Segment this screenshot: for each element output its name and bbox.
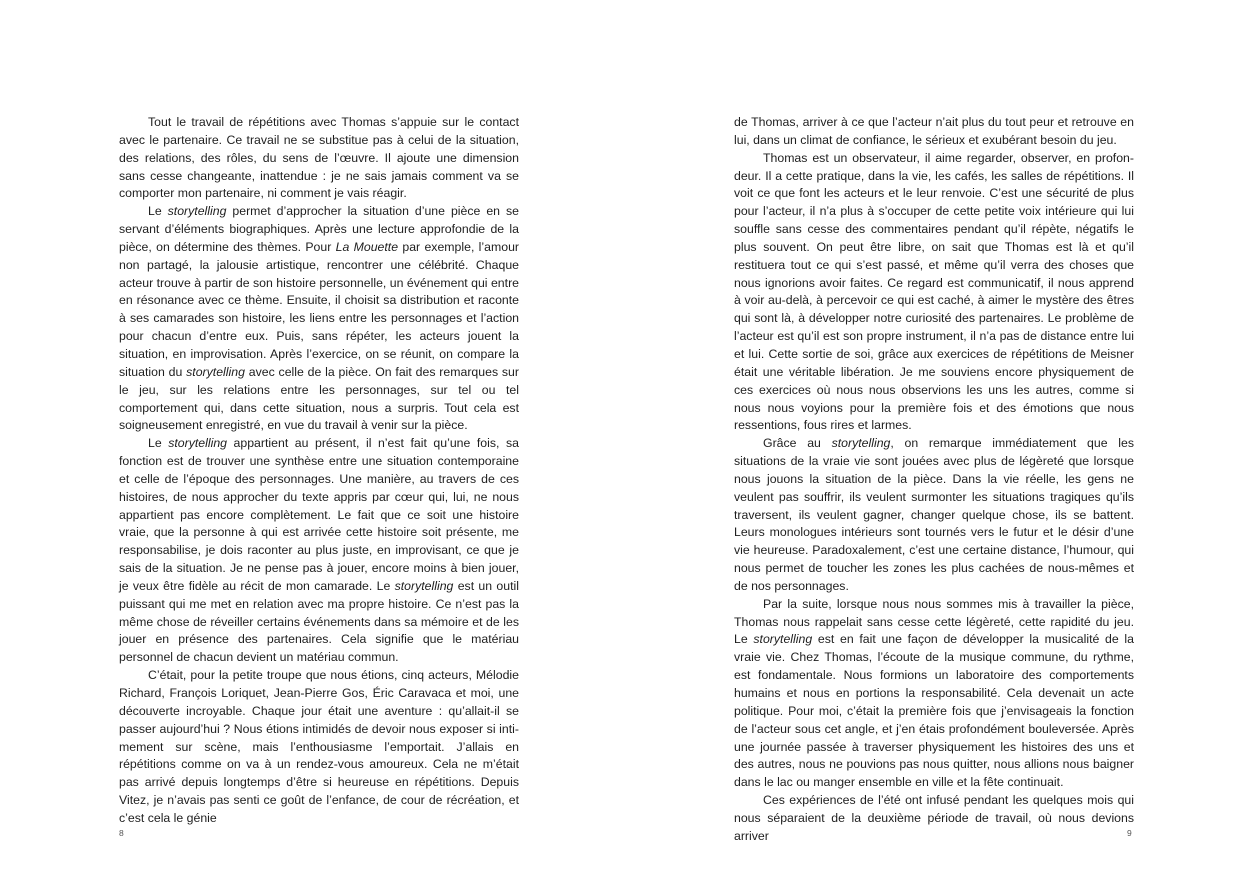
paragraph: [119, 114, 523, 203]
italic-term: storytelling: [168, 436, 227, 451]
text-segment: Le: [148, 436, 169, 451]
text-segment: par exemple, l’amour non partagé, la jalousie artistique, rencontrer une célébrité. Chaque acteur trouve à partir de son histoire personnelle, un événement qui entre en résonance avec ce thème. Ensuite, il choisit sa distribution et raconte à ses camarades son histoire, les liens entre les personnages et l’action pour chacun d’entre eux. Puis, sans répéter, les acteurs jouent la situation, en improvisation. Après l’exercice, on se réunit, on compare la situation du: [119, 239, 523, 379]
text-segment: Le: [148, 204, 168, 219]
text-segment: avec celle de la pièce. On fait des remarques sur le jeu, sur les relations entre les personnages, sur tel ou tel comportement qui, dans cette situation, nous a surpris. Tout cela est soigneusement enregistré, en vue du travail à venir sur la pièce.: [119, 364, 523, 433]
text-segment: est en fait une façon de développer la musicalité de la vraie vie. Chez Thomas, l’écoute de la musique commune, du rythme, est fondamentale. Nous formions un laboratoire des comportements humains et nous en portions la responsabilité. Cela devenait un acte politique. Pour moi, c’était la première fois que j’envisageais la fonction de l’acteur sous cet angle, et j’en étais profondément bouleversée. Après une journée passée à traverser physiquement les histoires des uns et des autres, nous ne pouvions pas nous quitter, nous allions nous baigner dans le lac ou manger ensemble en ville et la fête continuait.: [734, 632, 1138, 790]
italic-term: storytelling: [753, 632, 813, 647]
paragraph: [734, 596, 1138, 792]
text-segment: est un outil puissant qui me met en relation avec ma propre histoire. Ce n’est pas la même chose de réveiller certains événements dans sa mémoire et de les jouer en présence des partenaires. Cela signifie que le matériau personnel de chacun devient un matériau commun.: [119, 578, 523, 665]
paragraph: [119, 667, 523, 828]
paragraph: [734, 150, 1138, 436]
paragraph-continuation: [734, 114, 1138, 150]
text-segment: Tout le travail de répétitions avec Thomas s’appuie sur le contact avec le partenaire. Ce travail ne se substitue pas à celui de la situation, des relations, des rôles, du sens de l’œuvre. Il ajoute une dimension sans cesse changeante, inattendue : je ne sais jamais comment va se comporter mon partenaire, ni comment je vais réagir.: [119, 115, 523, 201]
italic-term: storytelling: [394, 578, 454, 593]
paragraph: [119, 435, 523, 667]
paragraph: [734, 792, 1138, 846]
italic-title: La Mouette: [335, 239, 399, 254]
italic-term: storytelling: [831, 436, 891, 451]
text-segment: Par la suite, lorsque nous nous sommes mis à travailler la pièce, Thomas nous rappelait sans cesse cette légèreté, cette rapidité du jeu. Le: [734, 596, 1138, 647]
text-segment: Thomas est un observateur, il aime regarder, observer, en profondeur. Il a cette pratique, dans la vie, les cafés, les salles de répétitions. Il voit ce que font les acteurs et le leur renvoie. C’est une sécurité de plus pour l’acteur, il n’a plus à s’occuper de cette petite voix intérieure qui lui souffle sans cesse des commentaires pendant qu’il répète, négatifs le plus souvent. On peut être libre, on sait que Thomas est là et qu’il restituera tout ce qui s’est passé, et même qu’il verra des choses que nous ignorions avoir faites. Ce regard est communicatif, il nous apprend à voir au-delà, à percevoir ce qui est caché, à aimer le mystère des êtres qui sont là, à développer notre curiosité des partenaires. Le problème de l’acteur est qu’il est son propre instrument, il n’a pas de distance entre lui et lui. Cette sortie de soi, grâce aux exercices de répétitions de Meisner était une véritable libération. Je me souviens encore physiquement de ces exercices où nous nous observions les uns les autres, comme si nous nous voyions pour la première fois et des émotions que nous ressentions, fous rires et larmes.: [734, 150, 1138, 433]
text-segment: Ces expériences de l’été ont infusé pendant les quelques mois qui nous séparaient de la deuxième période de travail, où nous devions arriver: [734, 793, 1138, 843]
italic-term: storytelling: [186, 364, 245, 379]
text-segment: , on remarque immédiatement que les situations de la vraie vie sont jouées avec plus de légèreté que lorsque nous jouons la situation de la pièce. Dans la vie réelle, les gens ne veulent pas souffrir, ils veulent surmonter les situations tragiques qu’ils traversent, ils veulent gagner, changer quelque chose, ils se battent. Leurs monologues intérieurs sont tournés vers le futur et le désir d’une vie heureuse. Paradoxalement, c’est une certaine distance, l’humour, qui nous permet de toucher les zones les plus cachées de nous-mêmes et de nos personnages.: [734, 436, 1138, 593]
text-segment: permet d’approcher la situation d’une pièce en se servant d’éléments biographiques. Après une lecture approfondie de la pièce, on détermine des thèmes. Pour: [119, 204, 523, 254]
paragraph: [734, 435, 1138, 596]
page-number: 8: [119, 828, 124, 838]
text-segment: appartient au présent, il n’est fait qu’une fois, sa fonction est de trouver une synthèse entre une situation contemporaine et celle de l’époque des personnages. Une manière, au travers de ces histoires, de nous approcher du texte appris par cœur qui, lui, ne nous appartient pas encore complètement. Le fait que ce soit une histoire vraie, que la personne à qui est arrivée cette histoire soit présente, me responsabilise, je dois raconter au plus juste, en improvisant, ce que je sais de la situation. Je ne pense pas à jouer, encore moins à bien jouer, je veux être fidèle au récit de mon camarade. Le: [119, 436, 523, 593]
left-page-text: [119, 114, 523, 828]
text-segment: de Thomas, arriver à ce que l’acteur n’ait plus du tout peur et retrouve en lui, dans un climat de confiance, le sérieux et exubérant besoin du jeu.: [734, 115, 1138, 147]
paragraph: [119, 203, 523, 435]
italic-term: storytelling: [167, 204, 227, 219]
right-page-text: [734, 114, 1138, 846]
text-segment: Grâce au: [763, 436, 832, 451]
right-page: [626, 0, 1252, 890]
page-number: 9: [1127, 828, 1132, 838]
text-segment: C’était, pour la petite troupe que nous étions, cinq acteurs, Mélodie Richard, François Loriquet, Jean-Pierre Gos, Éric Caravaca et moi, une découverte incroyable. Chaque jour était une aventure : qu’allait-il se passer aujourd’hui ? Nous étions intimidés de devoir nous exposer si intimement sur scène, mais l’enthousiasme l’emportait. J’allais en répétitions comme on va à un rendez-vous amoureux. Cela ne m’était pas arrivé depuis longtemps d’être si heureuse en répétitions. Depuis Vitez, je n’avais pas senti ce goût de l’enfance, de cour de récréation, et c’est cela le génie: [119, 668, 523, 825]
